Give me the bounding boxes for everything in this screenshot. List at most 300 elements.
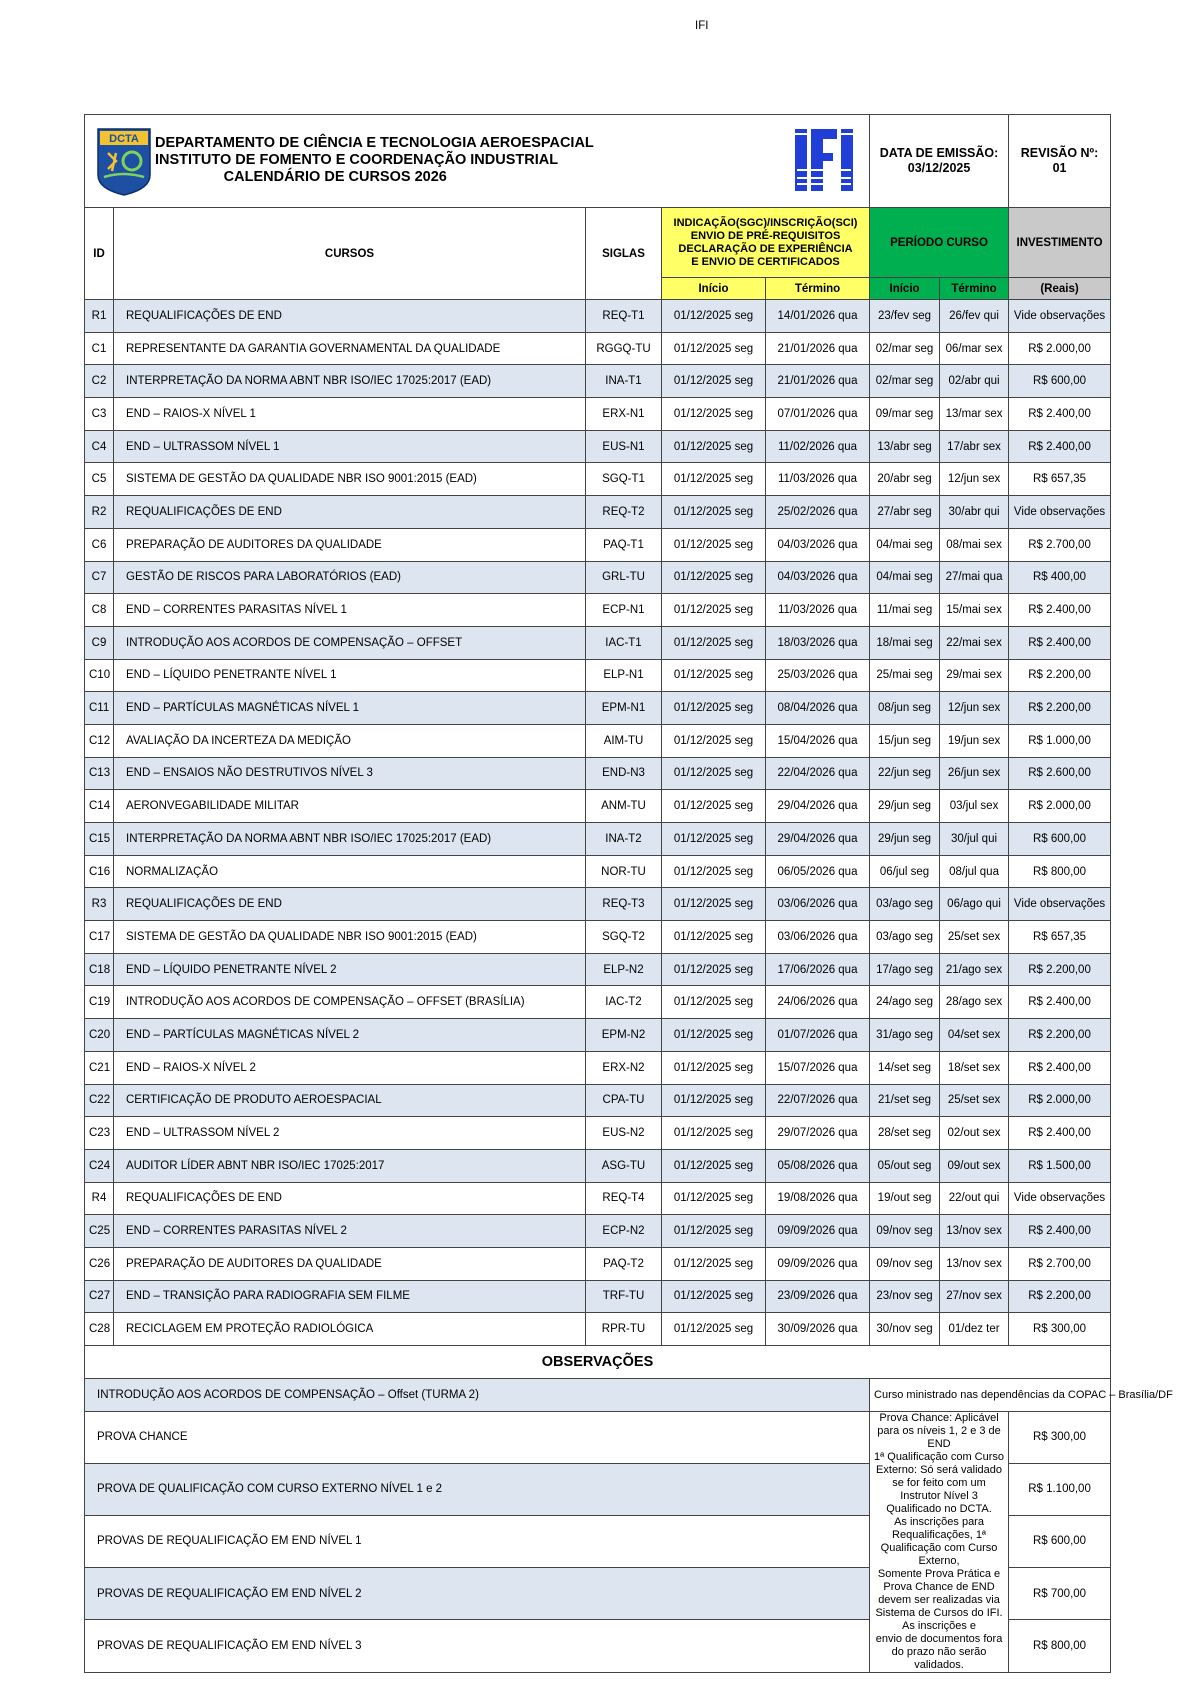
indicacao-line-2: ENVIO DE PRÉ-REQUISITOS [690,229,841,242]
title-line-3: CALENDÁRIO DE CURSOS 2026 [223,169,447,185]
table-row [85,724,1111,757]
row-sigla: NOR-TU [586,855,662,888]
table-row [85,659,1111,692]
table-row [85,1084,1111,1117]
row-indicacao-termino: 04/03/2026 qua [766,561,870,594]
column-header-row [85,208,1111,278]
row-periodo-termino: 25/set sex [940,1084,1009,1117]
row-id: C27 [85,1280,114,1313]
row-curso: END – ULTRASSOM NÍVEL 1 [114,430,586,463]
row-periodo-termino: 30/abr qui [940,496,1009,529]
ifi-logo [695,20,855,191]
row-investimento: R$ 600,00 [1009,365,1111,398]
revision-label: REVISÃO Nº: [1020,146,1099,160]
indicacao-line-3: DECLARAÇÃO DE EXPERIÊNCIA [678,242,853,255]
row-id: C12 [85,724,114,757]
row-indicacao-inicio: 01/12/2025 seg [662,626,766,659]
row-sigla: GRL-TU [586,561,662,594]
row-indicacao-inicio: 01/12/2025 seg [662,888,766,921]
row-indicacao-inicio: 01/12/2025 seg [662,594,766,627]
row-investimento: R$ 2.200,00 [1009,1280,1111,1313]
row-sigla: EUS-N2 [586,1117,662,1150]
row-periodo-inicio: 02/mar seg [870,365,940,398]
row-indicacao-termino: 04/03/2026 qua [766,528,870,561]
course-calendar-sheet [84,20,1173,1673]
row-periodo-termino: 27/mai qua [940,561,1009,594]
row-indicacao-termino: 30/09/2026 qua [766,1313,870,1346]
row-periodo-inicio: 29/jun seg [870,823,940,856]
row-curso: END – TRANSIÇÃO PARA RADIOGRAFIA SEM FILME [114,1280,586,1313]
table-row [85,332,1111,365]
row-indicacao-termino: 03/06/2026 qua [766,921,870,954]
table-row [85,561,1111,594]
row-investimento: R$ 2.400,00 [1009,986,1111,1019]
row-curso: AERONVEGABILIDADE MILITAR [114,790,586,823]
row-id: C22 [85,1084,114,1117]
row-id: R3 [85,888,114,921]
row-curso: END – RAIOS-X NÍVEL 1 [114,398,586,431]
observacao-offset-row [85,1379,1111,1412]
row-curso: NORMALIZAÇÃO [114,855,586,888]
row-periodo-inicio: 23/fev seg [870,300,940,333]
row-indicacao-inicio: 01/12/2025 seg [662,1051,766,1084]
row-indicacao-inicio: 01/12/2025 seg [662,1117,766,1150]
row-sigla: ELP-N1 [586,659,662,692]
row-investimento: Vide observações [1009,496,1111,529]
row-indicacao-termino: 22/07/2026 qua [766,1084,870,1117]
row-investimento: R$ 2.400,00 [1009,1051,1111,1084]
row-indicacao-inicio: 01/12/2025 seg [662,332,766,365]
row-indicacao-inicio: 01/12/2025 seg [662,430,766,463]
row-investimento: R$ 800,00 [1009,855,1111,888]
row-id: C15 [85,823,114,856]
row-curso: END – PARTÍCULAS MAGNÉTICAS NÍVEL 1 [114,692,586,725]
row-sigla: RGGQ-TU [586,332,662,365]
row-periodo-inicio: 03/ago seg [870,921,940,954]
row-sigla: END-N3 [586,757,662,790]
observacao-value: R$ 600,00 [1009,1515,1111,1567]
row-indicacao-termino: 11/03/2026 qua [766,463,870,496]
note-line-2: 1ª Qualificação com Curso Externo: Só será validado se for feito com um Instrutor Nível 3 Qualificado no DCTA. [874,1450,1005,1515]
row-periodo-inicio: 09/nov seg [870,1247,940,1280]
row-sigla: ECP-N2 [586,1215,662,1248]
row-curso: END – ENSAIOS NÃO DESTRUTIVOS NÍVEL 3 [114,757,586,790]
row-curso: INTERPRETAÇÃO DA NORMA ABNT NBR ISO/IEC 17025:2017 (EAD) [114,823,586,856]
row-periodo-inicio: 29/jun seg [870,790,940,823]
row-sigla: RPR-TU [586,1313,662,1346]
row-indicacao-termino: 09/09/2026 qua [766,1215,870,1248]
row-periodo-inicio: 31/ago seg [870,1019,940,1052]
row-sigla: INA-T1 [586,365,662,398]
row-investimento: R$ 2.400,00 [1009,594,1111,627]
page-title [155,135,594,186]
row-id: C2 [85,365,114,398]
row-sigla: PAQ-T1 [586,528,662,561]
row-id: C13 [85,757,114,790]
row-indicacao-termino: 17/06/2026 qua [766,953,870,986]
row-indicacao-inicio: 01/12/2025 seg [662,823,766,856]
row-indicacao-termino: 11/03/2026 qua [766,594,870,627]
row-periodo-inicio: 03/ago seg [870,888,940,921]
table-row [85,888,1111,921]
row-periodo-termino: 13/nov sex [940,1215,1009,1248]
row-periodo-termino: 18/set sex [940,1051,1009,1084]
row-id: C6 [85,528,114,561]
row-curso: END – PARTÍCULAS MAGNÉTICAS NÍVEL 2 [114,1019,586,1052]
row-periodo-termino: 06/ago qui [940,888,1009,921]
row-indicacao-inicio: 01/12/2025 seg [662,986,766,1019]
row-periodo-termino: 12/jun sex [940,692,1009,725]
table-row [85,1313,1111,1346]
row-investimento: R$ 2.700,00 [1009,528,1111,561]
observacao-label: PROVA CHANCE [85,1411,870,1463]
row-sigla: ASG-TU [586,1149,662,1182]
row-sigla: EUS-N1 [586,430,662,463]
row-indicacao-inicio: 01/12/2025 seg [662,365,766,398]
col-periodo: PERÍODO CURSO [870,208,1009,278]
row-indicacao-inicio: 01/12/2025 seg [662,561,766,594]
row-curso: END – LÍQUIDO PENETRANTE NÍVEL 2 [114,953,586,986]
row-indicacao-termino: 25/03/2026 qua [766,659,870,692]
row-investimento: R$ 2.400,00 [1009,1117,1111,1150]
row-investimento: R$ 2.400,00 [1009,1215,1111,1248]
observacao-label: PROVAS DE REQUALIFICAÇÃO EM END NÍVEL 1 [85,1515,870,1567]
row-indicacao-inicio: 01/12/2025 seg [662,1215,766,1248]
observacao-label: PROVAS DE REQUALIFICAÇÃO EM END NÍVEL 3 [85,1620,870,1672]
row-periodo-inicio: 11/mai seg [870,594,940,627]
row-curso: PREPARAÇÃO DE AUDITORES DA QUALIDADE [114,528,586,561]
row-sigla: EPM-N1 [586,692,662,725]
row-periodo-inicio: 25/mai seg [870,659,940,692]
row-periodo-inicio: 09/nov seg [870,1215,940,1248]
row-curso: REQUALIFICAÇÕES DE END [114,496,586,529]
row-periodo-termino: 29/mai sex [940,659,1009,692]
row-indicacao-inicio: 01/12/2025 seg [662,724,766,757]
row-curso: INTRODUÇÃO AOS ACORDOS DE COMPENSAÇÃO – OFFSET [114,626,586,659]
row-id: C19 [85,986,114,1019]
row-investimento: R$ 2.700,00 [1009,1247,1111,1280]
row-periodo-termino: 25/set sex [940,921,1009,954]
row-curso: GESTÃO DE RISCOS PARA LABORATÓRIOS (EAD) [114,561,586,594]
row-indicacao-inicio: 01/12/2025 seg [662,1149,766,1182]
table-row [85,1215,1111,1248]
row-periodo-inicio: 09/mar seg [870,398,940,431]
row-indicacao-termino: 14/01/2026 qua [766,300,870,333]
row-id: C24 [85,1149,114,1182]
row-periodo-inicio: 17/ago seg [870,953,940,986]
row-periodo-inicio: 08/jun seg [870,692,940,725]
table-row [85,1051,1111,1084]
col-periodo-inicio: Início [870,278,940,300]
row-indicacao-inicio: 01/12/2025 seg [662,528,766,561]
row-indicacao-termino: 05/08/2026 qua [766,1149,870,1182]
row-periodo-termino: 08/mai sex [940,528,1009,561]
row-periodo-termino: 06/mar sex [940,332,1009,365]
row-id: C21 [85,1051,114,1084]
row-periodo-termino: 22/mai sex [940,626,1009,659]
row-indicacao-termino: 07/01/2026 qua [766,398,870,431]
row-sigla: PAQ-T2 [586,1247,662,1280]
row-indicacao-termino: 15/07/2026 qua [766,1051,870,1084]
row-periodo-termino: 09/out sex [940,1149,1009,1182]
row-id: C17 [85,921,114,954]
row-investimento: Vide observações [1009,300,1111,333]
row-sigla: REQ-T1 [586,300,662,333]
revision-value: 01 [1052,161,1067,175]
row-indicacao-termino: 22/04/2026 qua [766,757,870,790]
table-row [85,757,1111,790]
row-periodo-inicio: 05/out seg [870,1149,940,1182]
observacao-note [870,1411,1009,1672]
row-investimento: R$ 300,00 [1009,1313,1111,1346]
row-sigla: INA-T2 [586,823,662,856]
dcta-logo [94,125,154,197]
row-indicacao-termino: 01/07/2026 qua [766,1019,870,1052]
row-indicacao-inicio: 01/12/2025 seg [662,1280,766,1313]
row-indicacao-termino: 24/06/2026 qua [766,986,870,1019]
row-periodo-termino: 03/jul sex [940,790,1009,823]
row-indicacao-termino: 19/08/2026 qua [766,1182,870,1215]
row-curso: SISTEMA DE GESTÃO DA QUALIDADE NBR ISO 9001:2015 (EAD) [114,463,586,496]
row-periodo-termino: 19/jun sex [940,724,1009,757]
row-sigla: EPM-N2 [586,1019,662,1052]
row-curso: REPRESENTANTE DA GARANTIA GOVERNAMENTAL DA QUALIDADE [114,332,586,365]
table-row [85,1280,1111,1313]
row-periodo-termino: 02/abr qui [940,365,1009,398]
row-indicacao-termino: 29/04/2026 qua [766,790,870,823]
row-investimento: R$ 2.200,00 [1009,659,1111,692]
note-line-3: As inscrições para Requalificações, 1ª Qualificação com Curso Externo, [880,1515,998,1567]
table-row [85,594,1111,627]
row-indicacao-termino: 09/09/2026 qua [766,1247,870,1280]
row-indicacao-termino: 18/03/2026 qua [766,626,870,659]
row-id: C14 [85,790,114,823]
row-curso: REQUALIFICAÇÕES DE END [114,888,586,921]
table-row [85,921,1111,954]
row-investimento: R$ 1.000,00 [1009,724,1111,757]
row-curso: REQUALIFICAÇÕES DE END [114,300,586,333]
row-periodo-inicio: 18/mai seg [870,626,940,659]
row-periodo-termino: 26/fev qui [940,300,1009,333]
row-periodo-termino: 13/nov sex [940,1247,1009,1280]
row-periodo-inicio: 15/jun seg [870,724,940,757]
row-investimento: Vide observações [1009,1182,1111,1215]
ifi-logo-cell [586,20,870,208]
table-row [85,463,1111,496]
row-curso: RECICLAGEM EM PROTEÇÃO RADIOLÓGICA [114,1313,586,1346]
row-curso: END – ULTRASSOM NÍVEL 2 [114,1117,586,1150]
row-curso: AUDITOR LÍDER ABNT NBR ISO/IEC 17025:2017 [114,1149,586,1182]
table-row [85,496,1111,529]
row-investimento: R$ 400,00 [1009,561,1111,594]
row-curso: END – LÍQUIDO PENETRANTE NÍVEL 1 [114,659,586,692]
row-periodo-termino: 27/nov sex [940,1280,1009,1313]
row-periodo-termino: 21/ago sex [940,953,1009,986]
observacoes-title: OBSERVAÇÕES [85,1346,1111,1379]
row-id: R2 [85,496,114,529]
table-row [85,986,1111,1019]
row-periodo-inicio: 27/abr seg [870,496,940,529]
row-id: C5 [85,463,114,496]
col-reais: (Reais) [1009,278,1111,300]
row-curso: END – CORRENTES PARASITAS NÍVEL 2 [114,1215,586,1248]
row-indicacao-termino: 08/04/2026 qua [766,692,870,725]
row-investimento: R$ 657,35 [1009,463,1111,496]
row-curso: END – RAIOS-X NÍVEL 2 [114,1051,586,1084]
col-inicio: Início [662,278,766,300]
row-id: C1 [85,332,114,365]
observacoes-rows [85,1379,1173,1673]
row-indicacao-inicio: 01/12/2025 seg [662,790,766,823]
row-periodo-termino: 13/mar sex [940,398,1009,431]
row-indicacao-termino: 06/05/2026 qua [766,855,870,888]
table-row [85,692,1111,725]
row-periodo-termino: 15/mai sex [940,594,1009,627]
row-indicacao-inicio: 01/12/2025 seg [662,1313,766,1346]
row-indicacao-termino: 11/02/2026 qua [766,430,870,463]
table-row [85,365,1111,398]
row-periodo-inicio: 24/ago seg [870,986,940,1019]
row-periodo-inicio: 28/set seg [870,1117,940,1150]
col-siglas: SIGLAS [586,208,662,300]
col-termino: Término [766,278,870,300]
col-id: ID [85,208,114,300]
row-id: R1 [85,300,114,333]
row-indicacao-termino: 15/04/2026 qua [766,724,870,757]
table-row [85,790,1111,823]
issue-date-value: 03/12/2025 [907,161,971,175]
row-periodo-inicio: 04/mai seg [870,561,940,594]
title-line-1: DEPARTAMENTO DE CIÊNCIA E TECNOLOGIA AEROESPACIAL [155,135,594,151]
row-indicacao-inicio: 01/12/2025 seg [662,692,766,725]
row-periodo-termino: 26/jun sex [940,757,1009,790]
row-indicacao-inicio: 01/12/2025 seg [662,1084,766,1117]
observacao-row [85,1411,1111,1463]
row-sigla: CPA-TU [586,1084,662,1117]
row-periodo-inicio: 02/mar seg [870,332,940,365]
table-row [85,1182,1111,1215]
row-indicacao-inicio: 01/12/2025 seg [662,496,766,529]
table-row [85,1019,1111,1052]
observacao-value: R$ 1.100,00 [1009,1463,1111,1515]
row-investimento: R$ 657,35 [1009,921,1111,954]
row-periodo-termino: 30/jul qui [940,823,1009,856]
row-periodo-termino: 04/set sex [940,1019,1009,1052]
row-curso: CERTIFICAÇÃO DE PRODUTO AEROESPACIAL [114,1084,586,1117]
note-line-1: Prova Chance: Aplicável para os níveis 1, 2 e 3 de END [877,1411,1001,1450]
table-row [85,855,1111,888]
row-sigla: SGQ-T1 [586,463,662,496]
row-id: C20 [85,1019,114,1052]
row-id: C3 [85,398,114,431]
row-curso: END – CORRENTES PARASITAS NÍVEL 1 [114,594,586,627]
row-periodo-termino: 02/out sex [940,1117,1009,1150]
row-sigla: ERX-N2 [586,1051,662,1084]
row-periodo-termino: 17/abr sex [940,430,1009,463]
row-indicacao-inicio: 01/12/2025 seg [662,953,766,986]
table-row [85,1247,1111,1280]
row-periodo-inicio: 04/mai seg [870,528,940,561]
row-indicacao-termino: 29/07/2026 qua [766,1117,870,1150]
observacao-value: R$ 300,00 [1009,1411,1111,1463]
row-sigla: SGQ-T2 [586,921,662,954]
col-indicacao [662,208,870,278]
observacao-value: R$ 800,00 [1009,1620,1111,1672]
row-indicacao-termino: 21/01/2026 qua [766,365,870,398]
row-sigla: IAC-T1 [586,626,662,659]
row-periodo-inicio: 06/jul seg [870,855,940,888]
row-indicacao-termino: 21/01/2026 qua [766,332,870,365]
row-investimento: R$ 2.400,00 [1009,430,1111,463]
row-indicacao-termino: 25/02/2026 qua [766,496,870,529]
row-sigla: REQ-T3 [586,888,662,921]
row-curso: AVALIAÇÃO DA INCERTEZA DA MEDIÇÃO [114,724,586,757]
row-sigla: ANM-TU [586,790,662,823]
observacao-label: PROVA DE QUALIFICAÇÃO COM CURSO EXTERNO NÍVEL 1 e 2 [85,1463,870,1515]
row-investimento: Vide observações [1009,888,1111,921]
table-row [85,1149,1111,1182]
observacao-offset-note: Curso ministrado nas dependências da COPAC – Brasília/DF [870,1379,1111,1412]
note-line-6: envio de documentos fora do prazo não serão validados. [875,1632,1003,1671]
row-indicacao-inicio: 01/12/2025 seg [662,659,766,692]
issue-date-cell [870,115,1009,208]
header-title-cell [85,115,594,208]
row-periodo-inicio: 30/nov seg [870,1313,940,1346]
row-indicacao-termino: 03/06/2026 qua [766,888,870,921]
row-periodo-inicio: 21/set seg [870,1084,940,1117]
row-sigla: TRF-TU [586,1280,662,1313]
row-investimento: R$ 2.200,00 [1009,1019,1111,1052]
row-indicacao-inicio: 01/12/2025 seg [662,1019,766,1052]
row-sigla: AIM-TU [586,724,662,757]
row-sigla: ECP-N1 [586,594,662,627]
row-id: C4 [85,430,114,463]
row-curso: SISTEMA DE GESTÃO DA QUALIDADE NBR ISO 9001:2015 (EAD) [114,921,586,954]
row-investimento: R$ 2.000,00 [1009,332,1111,365]
row-periodo-termino: 08/jul qua [940,855,1009,888]
col-cursos: CURSOS [114,208,586,300]
row-sigla: REQ-T4 [586,1182,662,1215]
row-indicacao-termino: 23/09/2026 qua [766,1280,870,1313]
table-row [85,528,1111,561]
row-indicacao-inicio: 01/12/2025 seg [662,757,766,790]
observacao-label: PROVAS DE REQUALIFICAÇÃO EM END NÍVEL 2 [85,1568,870,1620]
col-periodo-termino: Término [940,278,1009,300]
table-row [85,626,1111,659]
indicacao-line-1: INDICAÇÃO(SGC)/INSCRIÇÃO(SCI) [673,216,858,229]
row-periodo-inicio: 19/out seg [870,1182,940,1215]
row-investimento: R$ 2.200,00 [1009,953,1111,986]
table-row [85,953,1111,986]
row-periodo-inicio: 20/abr seg [870,463,940,496]
observacao-value: R$ 700,00 [1009,1568,1111,1620]
row-curso: INTERPRETAÇÃO DA NORMA ABNT NBR ISO/IEC 17025:2017 (EAD) [114,365,586,398]
row-investimento: R$ 600,00 [1009,823,1111,856]
note-line-5: devem ser realizadas via Sistema de Cursos do IFI. As inscrições e [875,1593,1003,1632]
indicacao-line-4: E ENVIO DE CERTIFICADOS [691,255,840,268]
ifi-logo-text: IFI [695,20,709,32]
row-id: C23 [85,1117,114,1150]
row-indicacao-inicio: 01/12/2025 seg [662,921,766,954]
note-line-4: Somente Prova Prática e Prova Chance de END [877,1567,1001,1593]
row-id: C28 [85,1313,114,1346]
row-indicacao-termino: 29/04/2026 qua [766,823,870,856]
row-indicacao-inicio: 01/12/2025 seg [662,398,766,431]
course-calendar-table [84,20,1173,1673]
row-investimento: R$ 2.600,00 [1009,757,1111,790]
row-id: R4 [85,1182,114,1215]
row-investimento: R$ 2.000,00 [1009,1084,1111,1117]
